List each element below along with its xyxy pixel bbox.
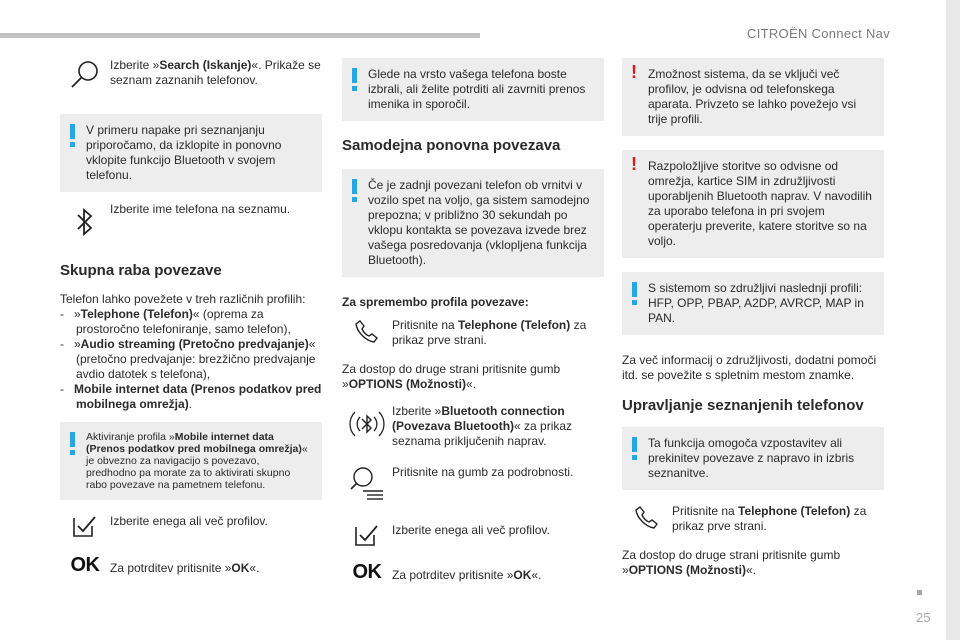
tip-box-compatible-profiles: S sistemom so združljivi naslednji profili: HFP, OPP, PBAP, A2DP, AVRCP, MAP in PAN. [622,272,884,335]
step-choose-name [60,202,322,238]
step-select-profiles [60,514,322,538]
profile-item-audio: - »Audio streaming (Pretočno predvajanje)« (pretočno predvajanje: brezžično predvajanje avdio datotek s telefona), [60,337,316,381]
page-marker [917,590,922,595]
second-page-text: Za dostop do druge strani pritisnite gumb »OPTIONS (Možnosti)«. [342,362,561,391]
telephone-icon [342,318,392,344]
step-select-profiles-2 [342,523,604,547]
confirm-text: Za potrditev pritisnite »OK«. [110,561,260,575]
profile-change-subheading: Za spremembo profila povezave: [342,295,529,309]
telephone-icon [622,504,672,530]
bluetooth-connection-text: Izberite »Bluetooth connection (Povezava Bluetooth)« za prikaz seznama priključenih naprav. [392,404,573,448]
press-telephone-text-3: Pritisnite na Telephone (Telefon) za prikaz prve strani. [672,504,867,533]
select-profiles-text-2: Izberite enega ali več profilov. [392,523,550,537]
step-press-telephone [342,318,604,348]
section-heading-sharing: Skupna raba povezave [60,262,222,279]
step-confirm [60,554,322,576]
step-press-telephone-3 [622,504,884,534]
tip-box-pairing-error: V primeru napake pri seznanjanju priporočamo, da izklopite in ponovno vklopite funkcijo Bluetooth v svojem telefonu. [60,114,322,192]
section-heading-reconnect: Samodejna ponovna povezava [342,137,561,154]
details-text: Pritisnite na gumb za podrobnosti. [392,465,574,479]
page-edge-bar [946,0,960,640]
column-1 [60,58,322,576]
checkbox-icon [342,523,392,547]
profile-item-telephone: - »Telephone (Telefon)« (oprema za prostoročno telefoniranje, samo telefon), [60,307,291,336]
step-confirm-2 [342,561,604,583]
details-icon [342,465,392,501]
checkbox-icon [60,514,110,538]
tip-box-auto-reconnect: Če je zadnji povezani telefon ob vrnitvi v vozilo spet na voljo, ga sistem samodejno prepozna; v približno 30 sekundah po vklopu kontakta se povezava izvede brez vašega posredovanja (vklopljena funkcija Bluetooth). [342,169,604,277]
second-page-text-3: Za dostop do druge strani pritisnite gumb »OPTIONS (Možnosti)«. [622,548,841,577]
warning-box-services: ! Razpoložljive storitve so odvisne od omrežja, kartice SIM in združljivosti uporabljenih Bluetooth naprav. V navodilih za uporabo telefona in pri svojem operaterju preverite, katere storitve so na voljo. [622,150,884,258]
step-search [60,58,322,92]
ok-icon: OK [352,561,382,583]
search-icon [60,58,110,92]
tip-box-internet-profile: Aktiviranje profila »Mobile internet data (Prenos podatkov pred mobilnega omrežja)« je obvezno za navigacijo s povezavo, predhodno pa morate za to aktivirati skupno rabo povezave na pametnem telefonu. [60,422,322,500]
bluetooth-connection-icon [342,404,392,444]
step-search-text: Izberite »Search (Iskanje)«. Prikaže se seznam zaznanih telefonov. [110,58,321,87]
column-3 [622,58,884,578]
warning-icon: ! [631,62,637,82]
page-number: 25 [916,610,931,625]
warning-icon: ! [631,154,637,174]
confirm-text-2: Za potrditev pritisnite »OK«. [392,568,542,582]
column-2 [342,58,604,583]
more-info-text: Za več informacij o združljivosti, dodatni pomoči itd. se povežite s spletnim mestom znamke. [622,353,877,382]
profiles-intro: Telefon lahko povežete v treh različnih profilih: [60,292,306,306]
step-bluetooth-connection [342,404,604,449]
section-heading-manage: Upravljanje seznanjenih telefonov [622,397,864,414]
header-title: CITROËN Connect Nav [747,26,890,41]
profile-item-internet: - Mobile internet data (Prenos podatkov pred mobilnega omrežja). [60,382,322,411]
step-details [342,465,604,501]
press-telephone-text: Pritisnite na Telephone (Telefon) za prikaz prve strani. [392,318,587,347]
choose-name-text: Izberite ime telefona na seznamu. [110,202,291,216]
tip-box-manage: Ta funkcija omogoča vzpostavitev ali prekinitev povezave z napravo in izbris seznanitve. [622,427,884,490]
tip-box-phonebook: Glede na vrsto vašega telefona boste izbrali, ali želite potrditi ali zavrniti prenos imenika in sporočil. [342,58,604,121]
header-rule [0,33,480,38]
warning-box-profiles: ! Zmožnost sistema, da se vključi več profilov, je odvisna od telefonskega aparata. Privzeto se lahko povežejo vsi trije profili. [622,58,884,136]
ok-icon: OK [70,554,100,576]
bluetooth-icon [60,202,110,238]
select-profiles-text: Izberite enega ali več profilov. [110,514,268,528]
